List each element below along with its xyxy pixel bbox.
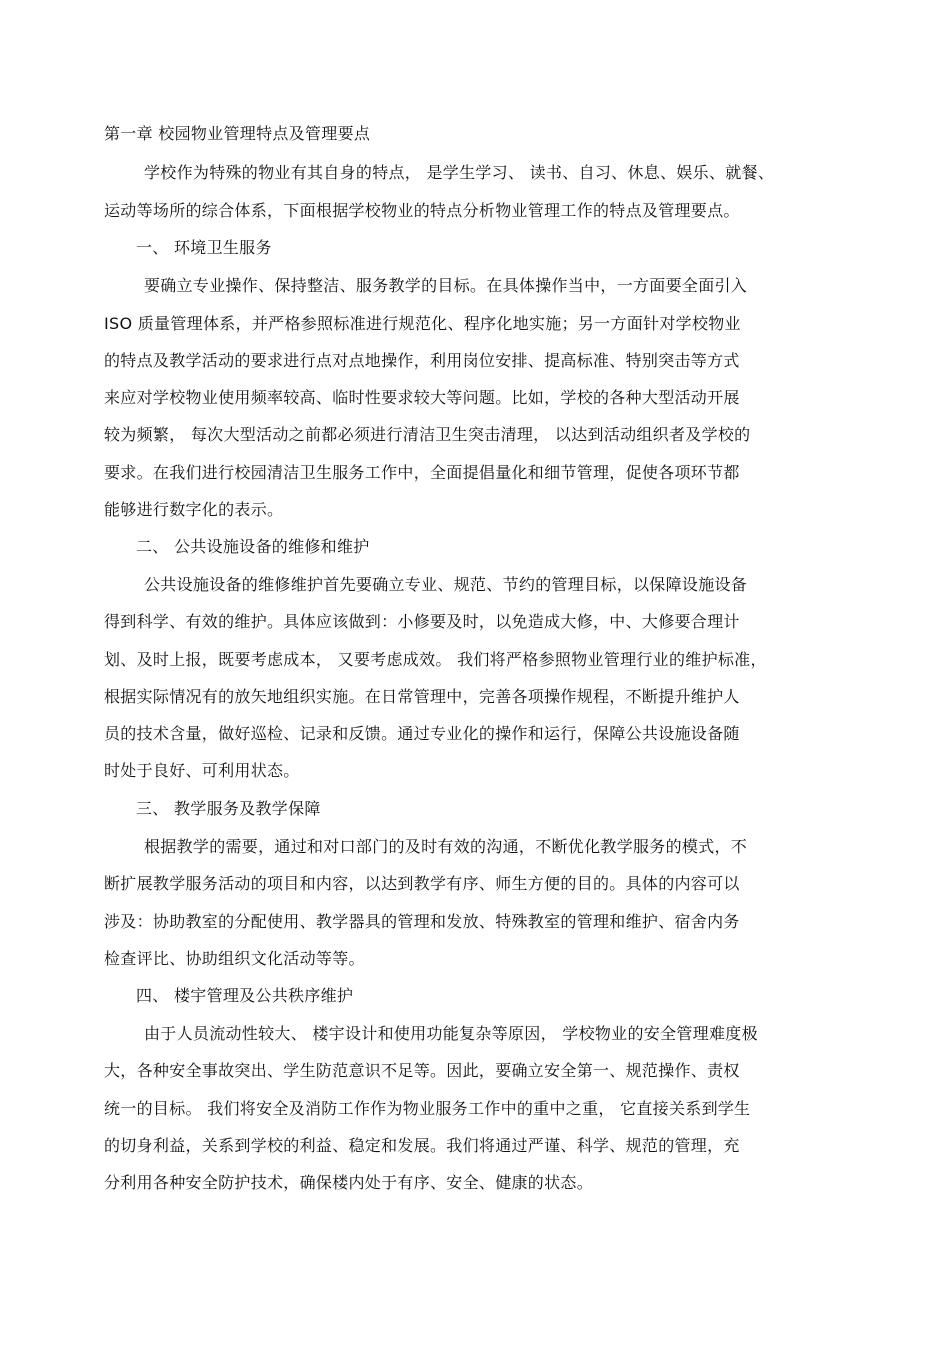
section-line: 分利用各种安全防护技术，确保楼内处于有序、安全、健康的状态。	[104, 1173, 594, 1192]
section-line: 的特点及教学活动的要求进行点对点地操作，利用岗位安排、提高标准、特别突击等方式	[104, 351, 740, 370]
section-line: 根据教学的需要，通过和对口部门的及时有效的沟通，不断优化教学服务的模式，不	[144, 837, 748, 856]
section-line: 划、及时上报，既要考虑成本， 又要考虑成效。 我们将严格参照物业管理行业的维护标准，	[104, 650, 767, 669]
section-line: 较为频繁， 每次大型活动之前都必须进行清洁卫生突击清理， 以达到活动组织者及学校的	[104, 425, 751, 444]
intro-line: 运动等场所的综合体系，下面根据学校物业的特点分析物业管理工作的特点及管理要点。	[104, 201, 740, 220]
section-line: 大，各种安全事故突出、学生防范意识不足等。因此，要确立安全第一、规范操作、责权	[104, 1061, 740, 1080]
intro-line: 学校作为特殊的物业有其自身的特点， 是学生学习、 读书、自习、休息、娱乐、就餐、	[144, 163, 775, 182]
section-line: 公共设施设备的维修维护首先要确立专业、规范、节约的管理目标，以保障设施设备	[144, 575, 748, 594]
section-heading: 四、 楼宇管理及公共秩序维护	[136, 986, 354, 1005]
section-line: 的切身利益，关系到学校的利益、稳定和发展。我们将通过严谨、科学、规范的管理，充	[104, 1136, 740, 1155]
section-line: 来应对学校物业使用频率较高、临时性要求较大等问题。比如，学校的各种大型活动开展	[104, 388, 740, 407]
section-heading: 二、 公共设施设备的维修和维护	[136, 537, 370, 556]
section-line: 要确立专业操作、保持整洁、服务教学的目标。在具体操作当中，一方面要全面引入	[144, 276, 748, 295]
section-line: 断扩展教学服务活动的项目和内容，以达到教学有序、师生方便的目的。具体的内容可以	[104, 874, 740, 893]
section-line: ISO 质量管理体系，并严格参照标准进行规范化、程序化地实施；另一方面针对学校物业	[104, 314, 741, 333]
section-line: 统一的目标。 我们将安全及消防工作作为物业服务工作中的重中之重， 它直接关系到学生	[104, 1099, 751, 1118]
section-heading: 一、 环境卫生服务	[136, 238, 272, 257]
section-line: 由于人员流动性较大、 楼宇设计和使用功能复杂等原因， 学校物业的安全管理难度极	[144, 1024, 758, 1043]
section-line: 员的技术含量，做好巡检、记录和反馈。通过专业化的操作和运行，保障公共设施设备随	[104, 724, 740, 743]
section-line: 要求。在我们进行校园清洁卫生服务工作中，全面提倡量化和细节管理，促使各项环节都	[104, 463, 740, 482]
section-line: 涉及：协助教室的分配使用、教学器具的管理和发放、特殊教室的管理和维护、宿舍内务	[104, 912, 740, 931]
section-heading: 三、 教学服务及教学保障	[136, 799, 321, 818]
section-line: 根据实际情况有的放矢地组织实施。在日常管理中，完善各项操作规程，不断提升维护人	[104, 687, 740, 706]
section-line: 时处于良好、可利用状态。	[104, 761, 300, 780]
section-line: 得到科学、有效的维护。具体应该做到：小修要及时，以免造成大修，中、大修要合理计	[104, 612, 740, 631]
section-line: 能够进行数字化的表示。	[104, 500, 284, 519]
section-line: 检查评比、协助组织文化活动等等。	[104, 949, 365, 968]
chapter-title: 第一章 校园物业管理特点及管理要点	[104, 124, 371, 143]
